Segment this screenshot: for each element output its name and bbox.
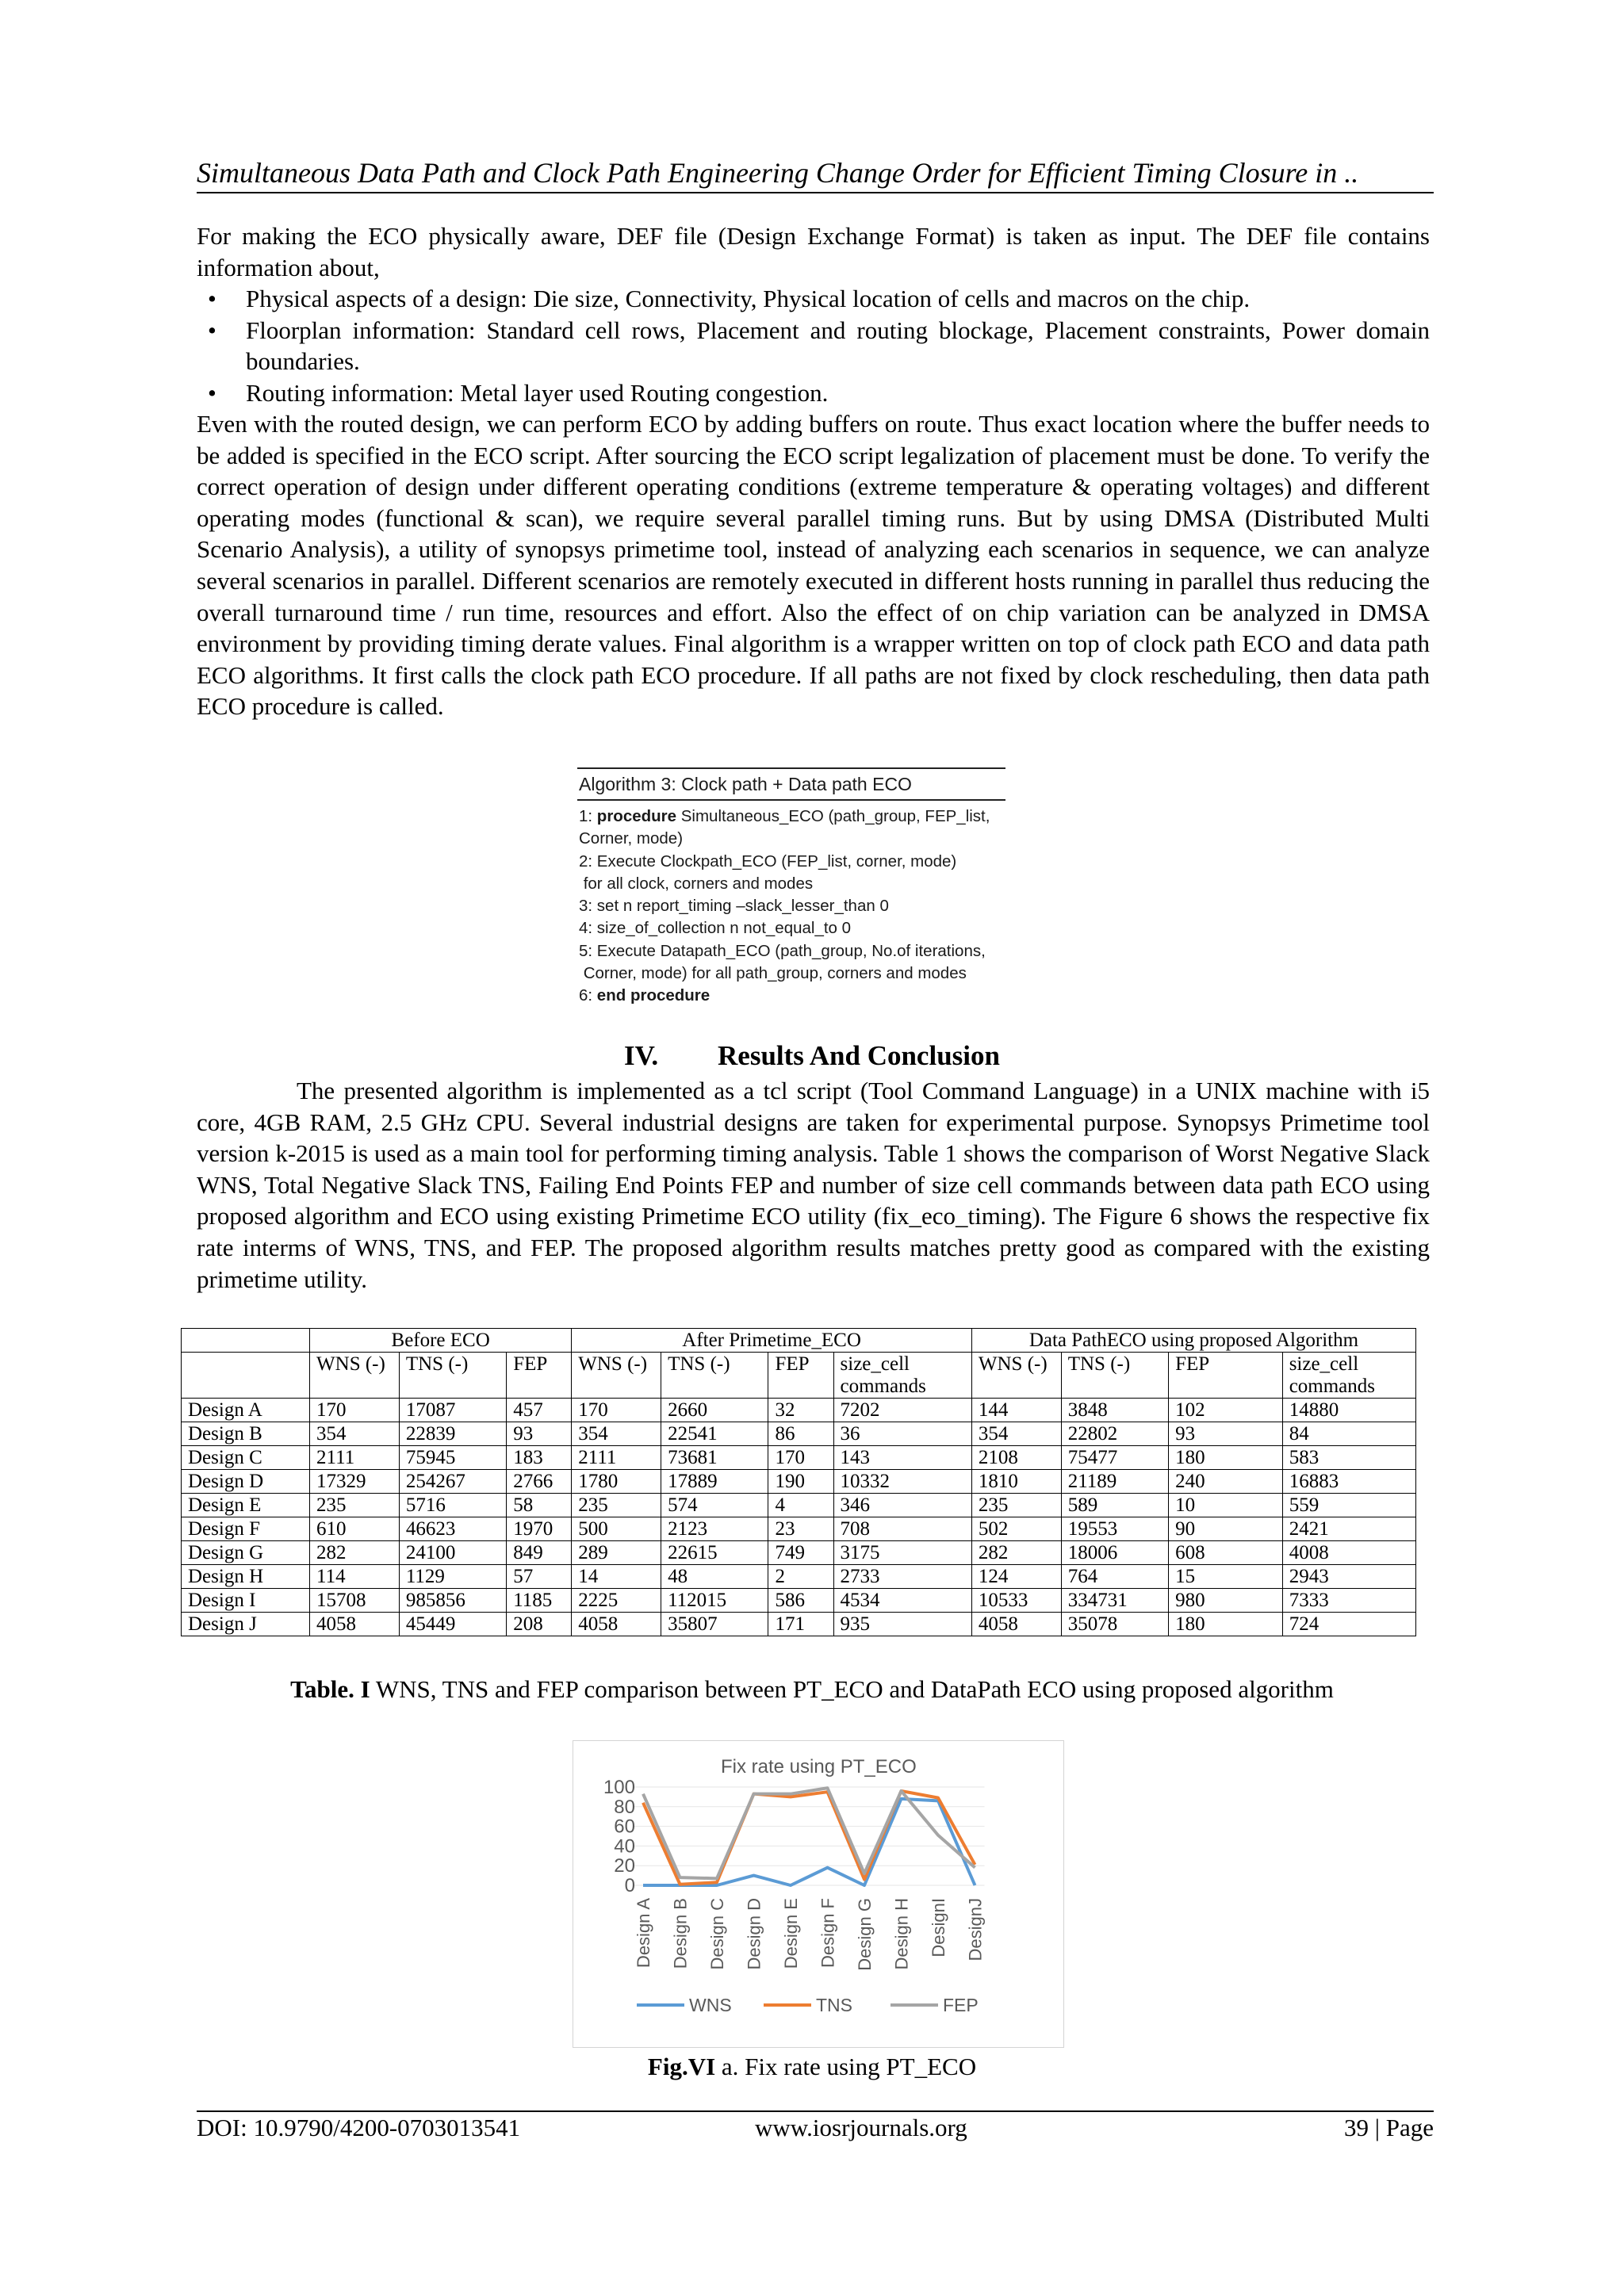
bullet-list: [197, 283, 1430, 408]
row-label: Design A: [182, 1399, 310, 1422]
table-cell: 14880: [1282, 1399, 1415, 1422]
bullet-item: • Floorplan information: Standard cell rows, Placement and routing blockage, Placement constraints, Power domain boundaries.: [197, 315, 1430, 377]
table-cell: 354: [310, 1422, 400, 1446]
table-cell: 589: [1061, 1494, 1168, 1517]
chart-x-tick-labels: [634, 1898, 986, 1971]
main-paragraph: [197, 408, 1430, 722]
chart-title: Fix rate using PT_ECO: [721, 1756, 917, 1777]
table-cell: 4: [768, 1494, 833, 1517]
table-caption-label: Table. I: [290, 1675, 370, 1703]
table-cell: 346: [833, 1494, 971, 1517]
algorithm-line-number: 4:: [579, 919, 597, 938]
table-cell: 22839: [399, 1422, 506, 1446]
intro-text: For making the ECO physically aware, DEF file (Design Exchange Format) is taken as input. The DEF file contains information about,: [197, 222, 1430, 281]
y-tick-label: 100: [603, 1777, 635, 1798]
bullet-item: • Routing information: Metal layer used Routing congestion.: [197, 377, 1430, 409]
main-text: Even with the routed design, we can perform ECO by adding buffers on route. Thus exact location where the buffer needs to be added is specified in the ECO script. After sourcing the ECO script legalization of placement must be done. To verify the correct operation of design under different operating conditions (extreme temperature & operating voltages) and different operating modes (functional & scan), we require several parallel timing runs. But by using DMSA (Distributed Multi Scenario Analysis), a utility of synopsys primetime tool, instead of analyzing each scenarios in sequence, we can analyze several scenarios in parallel. Different scenarios are remotely executed in different hosts running in parallel thus reducing the overall turnaround time / run time, resources and effort. Also the effect of on chip variation can be analyzed in DMSA environment by providing timing derate values. Final algorithm is a wrapper written on top of clock path ECO and data path ECO algorithms. It first calls the clock path ECO procedure. If all paths are not fixed by clock rescheduling, then data path ECO procedure is called.: [197, 410, 1430, 721]
x-tick-label: DesignI: [929, 1898, 948, 1957]
table-cell: 17087: [399, 1399, 506, 1422]
table-cell: 144: [971, 1399, 1061, 1422]
table-cell: 1970: [507, 1517, 572, 1541]
y-tick-label: 80: [614, 1796, 635, 1818]
row-label: Design H: [182, 1565, 310, 1589]
series-line-tns: [643, 1791, 975, 1885]
table-cell: 114: [310, 1565, 400, 1589]
table-cell: 170: [768, 1446, 833, 1470]
table-cell: 457: [507, 1399, 572, 1422]
table-group-header-row: [182, 1329, 1416, 1353]
y-tick-label: 0: [624, 1875, 635, 1896]
algorithm-line-number: 5:: [579, 941, 597, 960]
table-cell: 235: [971, 1494, 1061, 1517]
y-tick-label: 60: [614, 1816, 635, 1838]
table-cell: 93: [507, 1422, 572, 1446]
table-cell: 15708: [310, 1589, 400, 1613]
x-tick-label: Design H: [891, 1898, 912, 1970]
table-cell: 19553: [1061, 1517, 1168, 1541]
fix-rate-chart: [573, 1740, 1064, 2048]
legend-label: FEP: [943, 1995, 979, 2015]
table-cell: 4008: [1282, 1541, 1415, 1565]
table-cell: 2943: [1282, 1565, 1415, 1589]
table-cell: 75945: [399, 1446, 506, 1470]
table-cell: 93: [1169, 1422, 1283, 1446]
table-cell: 2421: [1282, 1517, 1415, 1541]
algorithm-line-text: Corner, mode): [579, 829, 684, 848]
table-cell: 289: [572, 1541, 661, 1565]
table-cell: 46623: [399, 1517, 506, 1541]
table-cell: 57: [507, 1565, 572, 1589]
running-head: Simultaneous Data Path and Clock Path Engineering Change Order for Efficient Timing Closure in ..: [197, 157, 1359, 189]
algorithm-line-text: size_of_collection n not_equal_to 0: [596, 919, 852, 938]
table-cell: 32: [768, 1399, 833, 1422]
table-cell: 980: [1169, 1589, 1283, 1613]
footer-doi: DOI: 10.9790/4200-0703013541: [197, 2114, 521, 2141]
table-cell: 15: [1169, 1565, 1283, 1589]
intro-paragraph: [197, 220, 1430, 283]
table-cell: 2111: [572, 1446, 661, 1470]
algorithm-line: [579, 851, 1005, 873]
table-cell: 2108: [971, 1446, 1061, 1470]
row-label: Design E: [182, 1494, 310, 1517]
table-empty-cell: [182, 1353, 310, 1399]
table-cell: 75477: [1061, 1446, 1168, 1470]
table-caption-text: WNS, TNS and FEP comparison between PT_ECO and DataPath ECO using proposed algorithm: [370, 1675, 1334, 1703]
chart-svg: [573, 1741, 1063, 2047]
table-cell: 559: [1282, 1494, 1415, 1517]
table-cell: 4058: [971, 1613, 1061, 1636]
group-header: Before ECO: [310, 1329, 572, 1353]
table-subheader-row: [182, 1353, 1416, 1399]
row-label: Design J: [182, 1613, 310, 1636]
table-cell: 35078: [1061, 1613, 1168, 1636]
table-cell: 112015: [661, 1589, 768, 1613]
algorithm-lines: [577, 801, 1005, 1008]
legend-label: WNS: [689, 1995, 732, 2015]
table-cell: 7333: [1282, 1589, 1415, 1613]
x-tick-label: DesignJ: [965, 1898, 986, 1961]
table-cell: 1185: [507, 1589, 572, 1613]
table-cell: 1129: [399, 1565, 506, 1589]
table-cell: 208: [507, 1613, 572, 1636]
table-cell: 171: [768, 1613, 833, 1636]
algorithm-line: [579, 828, 1005, 850]
table-cell: 183: [507, 1446, 572, 1470]
table-cell: 764: [1061, 1565, 1168, 1589]
section-title: Results And Conclusion: [718, 1040, 1000, 1071]
column-header: FEP: [1169, 1353, 1283, 1399]
table-cell: 17889: [661, 1470, 768, 1494]
table-cell: 45449: [399, 1613, 506, 1636]
table-cell: 90: [1169, 1517, 1283, 1541]
table-cell: 3848: [1061, 1399, 1168, 1422]
table-cell: 235: [310, 1494, 400, 1517]
table-cell: 586: [768, 1589, 833, 1613]
algorithm-line: [579, 917, 1005, 939]
column-header: TNS (-): [399, 1353, 506, 1399]
table-cell: 354: [971, 1422, 1061, 1446]
algorithm-line-text: Execute Datapath_ECO (path_group, No.of iterations,: [596, 941, 986, 960]
algorithm-keyword: procedure: [596, 807, 677, 825]
x-tick-label: Design C: [707, 1898, 727, 1970]
section-heading: [0, 1039, 1624, 1073]
algorithm-line-text: Corner, mode) for all path_group, corners and modes: [579, 964, 967, 983]
table-cell: 985856: [399, 1589, 506, 1613]
algorithm-line: [579, 962, 1005, 985]
algorithm-keyword: end procedure: [596, 986, 710, 1005]
table-cell: 36: [833, 1422, 971, 1446]
algorithm-line: [579, 873, 1005, 895]
algorithm-line: [579, 806, 1005, 828]
table-cell: 22802: [1061, 1422, 1168, 1446]
table-cell: 4058: [310, 1613, 400, 1636]
table-cell: 23: [768, 1517, 833, 1541]
table-cell: 35807: [661, 1613, 768, 1636]
table-cell: 180: [1169, 1613, 1283, 1636]
table-cell: 16883: [1282, 1470, 1415, 1494]
y-tick-label: 40: [614, 1835, 635, 1858]
table-cell: 749: [768, 1541, 833, 1565]
table-cell: 2123: [661, 1517, 768, 1541]
table-caption: [0, 1674, 1624, 1705]
table-cell: 73681: [661, 1446, 768, 1470]
table-cell: 724: [1282, 1613, 1415, 1636]
table-cell: 3175: [833, 1541, 971, 1565]
algorithm-line-number: 2:: [579, 851, 597, 871]
column-header: WNS (-): [310, 1353, 400, 1399]
table-cell: 22541: [661, 1422, 768, 1446]
table-cell: 4534: [833, 1589, 971, 1613]
table-cell: 240: [1169, 1470, 1283, 1494]
algorithm-line-text: Execute Clockpath_ECO (FEP_list, corner, mode): [596, 851, 957, 871]
table-cell: 10: [1169, 1494, 1283, 1517]
table-cell: 84: [1282, 1422, 1415, 1446]
table-cell: 18006: [1061, 1541, 1168, 1565]
column-header: size_cell commands: [1282, 1353, 1415, 1399]
algorithm-line-text: Simultaneous_ECO (path_group, FEP_list,: [676, 807, 990, 825]
column-header: TNS (-): [661, 1353, 768, 1399]
table-cell: 170: [572, 1399, 661, 1422]
table-cell: 282: [310, 1541, 400, 1565]
table-cell: 21189: [1061, 1470, 1168, 1494]
table-cell: 2111: [310, 1446, 400, 1470]
footer-page: 39 | Page: [1344, 2114, 1434, 2141]
group-header: After Primetime_ECO: [572, 1329, 972, 1353]
x-tick-label: Design F: [818, 1898, 838, 1969]
table-cell: 102: [1169, 1399, 1283, 1422]
column-header: WNS (-): [572, 1353, 661, 1399]
table-cell: 282: [971, 1541, 1061, 1565]
row-label: Design I: [182, 1589, 310, 1613]
series-line-wns: [643, 1799, 975, 1885]
table-cell: 17329: [310, 1470, 400, 1494]
x-tick-label: Design E: [781, 1898, 801, 1969]
table-cell: 583: [1282, 1446, 1415, 1470]
algorithm-box: [577, 767, 1005, 1008]
table-cell: 610: [310, 1517, 400, 1541]
column-header: TNS (-): [1061, 1353, 1168, 1399]
results-text: The presented algorithm is implemented as a tcl script (Tool Command Language) in a UNIX machine with i5 core, 4GB RAM, 2.5 GHz CPU. Several industrial designs are taken for experimental purpose. Synopsys Primetime tool version k-2015 is used as a main tool for performing timing analysis. Table 1 shows the comparison of Worst Negative Slack WNS, Total Negative Slack TNS, Failing End Points FEP and number of size cell commands between data path ECO using proposed algorithm and ECO using existing Primetime ECO utility (fix_eco_timing). The Figure 6 shows the respective fix rate interms of WNS, TNS, and FEP. The proposed algorithm results matches pretty good as compared with the existing primetime utility.: [197, 1077, 1430, 1293]
table-cell: 574: [661, 1494, 768, 1517]
group-header: Data PathECO using proposed Algorithm: [971, 1329, 1415, 1353]
footer-url: www.iosrjournals.org: [755, 2114, 967, 2141]
table-cell: 1780: [572, 1470, 661, 1494]
header-rule: [197, 192, 1434, 193]
table-cell: 2: [768, 1565, 833, 1589]
table-cell: 180: [1169, 1446, 1283, 1470]
table-cell: 5716: [399, 1494, 506, 1517]
algorithm-line-number: 6:: [579, 986, 597, 1005]
table-row: [182, 1399, 1416, 1422]
algorithm-line: [579, 985, 1005, 1007]
table-cell: 22615: [661, 1541, 768, 1565]
column-header: size_cell commands: [833, 1353, 971, 1399]
legend-label: TNS: [816, 1995, 852, 2015]
table-cell: 14: [572, 1565, 661, 1589]
table-cell: 235: [572, 1494, 661, 1517]
table-empty-cell: [182, 1329, 310, 1353]
bullet-item: • Physical aspects of a design: Die size, Connectivity, Physical location of cells and macros on the chip.: [197, 283, 1430, 315]
table-cell: 708: [833, 1517, 971, 1541]
table-cell: 58: [507, 1494, 572, 1517]
table-cell: 143: [833, 1446, 971, 1470]
table-cell: 2225: [572, 1589, 661, 1613]
table-cell: 124: [971, 1565, 1061, 1589]
row-label: Design B: [182, 1422, 310, 1446]
table-row: [182, 1517, 1416, 1541]
table-cell: 354: [572, 1422, 661, 1446]
y-tick-label: 20: [614, 1855, 635, 1877]
table-cell: 10533: [971, 1589, 1061, 1613]
table-row: [182, 1422, 1416, 1446]
results-paragraph: [197, 1075, 1430, 1295]
chart-legend: [637, 1995, 979, 2015]
algorithm-line-number: 1:: [579, 807, 597, 825]
figure-caption-label: Fig.VI: [647, 2053, 716, 2080]
table-cell: 86: [768, 1422, 833, 1446]
column-header: WNS (-): [971, 1353, 1061, 1399]
row-label: Design F: [182, 1517, 310, 1541]
table-row: [182, 1589, 1416, 1613]
table-row: [182, 1446, 1416, 1470]
table-cell: 48: [661, 1565, 768, 1589]
table-cell: 254267: [399, 1470, 506, 1494]
algorithm-line-number: 3:: [579, 897, 597, 916]
table-cell: 608: [1169, 1541, 1283, 1565]
table-cell: 4058: [572, 1613, 661, 1636]
x-tick-label: Design G: [855, 1898, 875, 1971]
chart-series-lines: [643, 1788, 975, 1885]
algorithm-title: Algorithm 3: Clock path + Data path ECO: [579, 774, 912, 794]
figure-caption: [0, 2052, 1624, 2082]
table-cell: 24100: [399, 1541, 506, 1565]
algorithm-line: [579, 895, 1005, 917]
table-cell: 1810: [971, 1470, 1061, 1494]
algorithm-line: [579, 940, 1005, 962]
results-table: [181, 1328, 1416, 1636]
section-number: IV.: [624, 1040, 659, 1071]
table-cell: 7202: [833, 1399, 971, 1422]
table-row: [182, 1613, 1416, 1636]
algorithm-line-text: for all clock, corners and modes: [579, 874, 814, 893]
row-label: Design C: [182, 1446, 310, 1470]
row-label: Design D: [182, 1470, 310, 1494]
table-row: [182, 1494, 1416, 1517]
column-header: FEP: [507, 1353, 572, 1399]
table-cell: 2733: [833, 1565, 971, 1589]
x-tick-label: Design A: [634, 1898, 653, 1969]
table-row: [182, 1470, 1416, 1494]
table-cell: 935: [833, 1613, 971, 1636]
column-header: FEP: [768, 1353, 833, 1399]
figure-caption-text: a. Fix rate using PT_ECO: [715, 2053, 977, 2080]
table-cell: 190: [768, 1470, 833, 1494]
x-tick-label: Design D: [744, 1898, 764, 1970]
table-cell: 170: [310, 1399, 400, 1422]
row-label: Design G: [182, 1541, 310, 1565]
table-row: [182, 1541, 1416, 1565]
x-tick-label: Design B: [670, 1898, 691, 1969]
table-cell: 334731: [1061, 1589, 1168, 1613]
chart-y-tick-labels: [603, 1777, 635, 1896]
table-row: [182, 1565, 1416, 1589]
table-cell: 500: [572, 1517, 661, 1541]
algorithm-line-text: set n report_timing –slack_lesser_than 0: [596, 897, 889, 916]
table-cell: 10332: [833, 1470, 971, 1494]
table-cell: 849: [507, 1541, 572, 1565]
table-cell: 502: [971, 1517, 1061, 1541]
table-cell: 2766: [507, 1470, 572, 1494]
table-cell: 2660: [661, 1399, 768, 1422]
table-body: [182, 1399, 1416, 1636]
